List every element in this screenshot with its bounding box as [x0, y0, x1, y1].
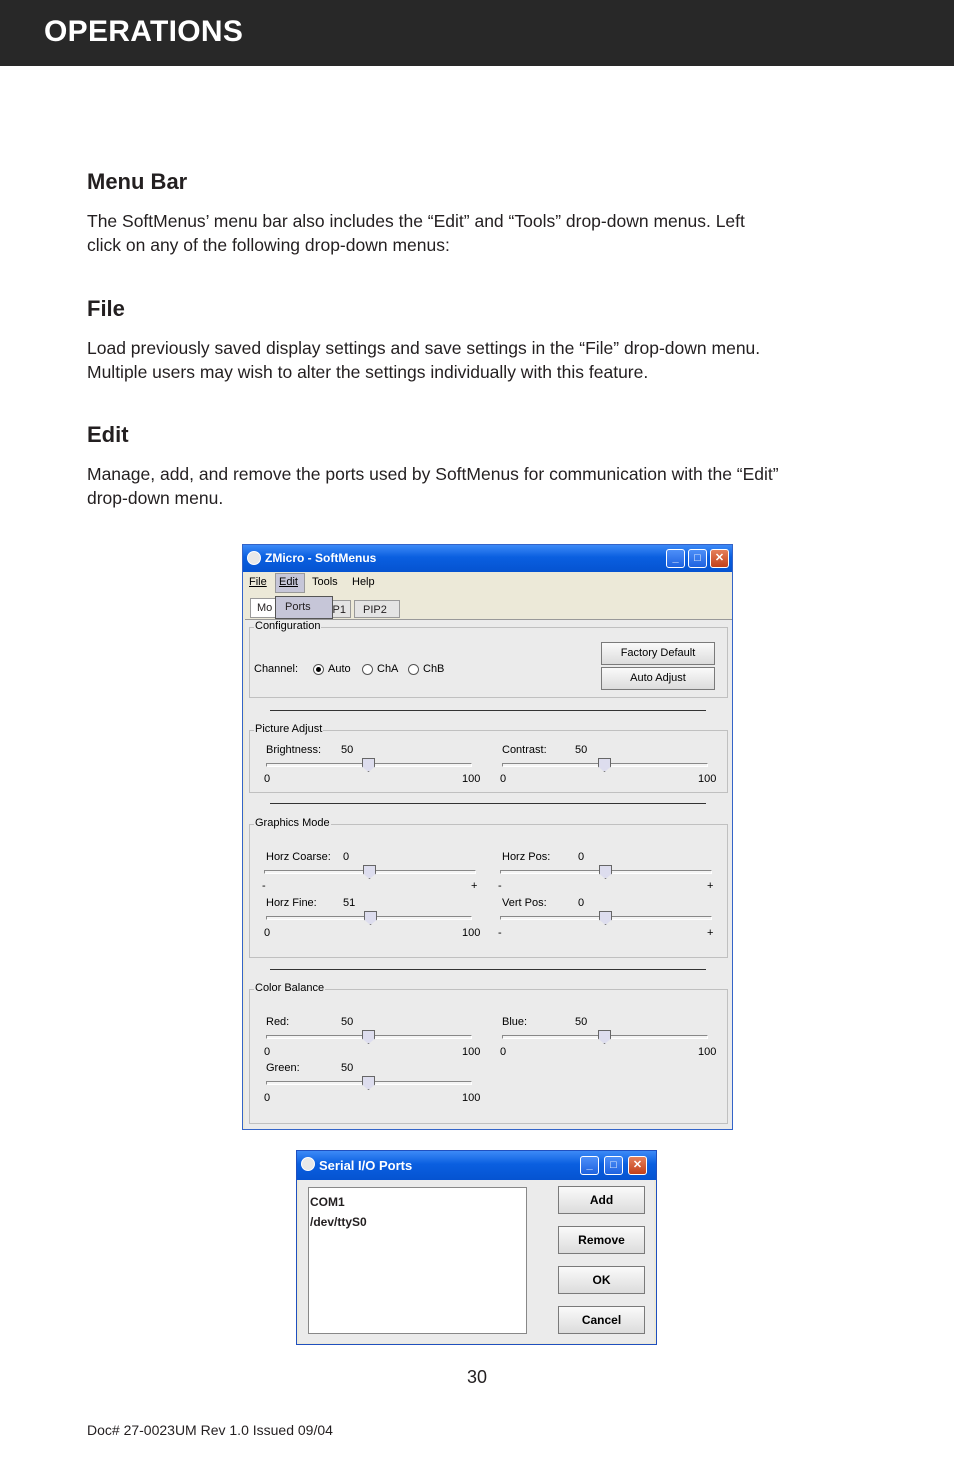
- horz-pos-label: Horz Pos:: [502, 851, 551, 863]
- text-line: Load previously saved display settings and save settings in the “File” drop-down menu.: [87, 338, 761, 358]
- picture-adjust-group: [249, 723, 728, 793]
- vert-pos-slider[interactable]: [500, 916, 712, 920]
- contrast-label: Contrast:: [502, 744, 547, 756]
- heading-file: File: [87, 296, 125, 321]
- color-balance-group: [249, 982, 728, 1124]
- radio-auto[interactable]: [313, 664, 324, 675]
- horz-pos-min: -: [498, 880, 502, 892]
- horz-coarse-max: +: [471, 880, 478, 892]
- separator: [270, 710, 706, 711]
- slider-thumb[interactable]: [598, 758, 611, 772]
- cancel-button[interactable]: Cancel: [558, 1306, 645, 1334]
- dropdown-ports-item[interactable]: Ports: [275, 596, 333, 619]
- brightness-label: Brightness:: [266, 744, 322, 756]
- maximize-icon[interactable]: □: [604, 1156, 623, 1175]
- blue-label: Blue:: [502, 1016, 528, 1028]
- graphics-mode-group: [249, 817, 728, 958]
- brightness-max: 100: [462, 773, 481, 785]
- green-label: Green:: [266, 1062, 300, 1074]
- port-item[interactable]: /dev/ttyS0: [310, 1215, 367, 1229]
- softmenus-window: [242, 544, 733, 1130]
- page-number: 30: [466, 1367, 488, 1387]
- heading-edit: Edit: [87, 422, 129, 447]
- blue-slider[interactable]: [502, 1035, 708, 1039]
- green-max: 100: [462, 1092, 481, 1104]
- vert-pos-min: -: [498, 927, 502, 939]
- graphics-mode-legend: Graphics Mode: [255, 817, 330, 829]
- horz-coarse-value: 0: [343, 851, 350, 863]
- tab-monitor[interactable]: Mo: [250, 598, 290, 618]
- horz-fine-value: 51: [343, 897, 356, 909]
- red-label: Red:: [266, 1016, 290, 1028]
- tab-pip1[interactable]: P1: [316, 600, 351, 618]
- softmenus-titlebar[interactable]: [243, 545, 732, 572]
- horz-coarse-label: Horz Coarse:: [266, 851, 331, 863]
- auto-adjust-button[interactable]: Auto Adjust: [601, 667, 715, 690]
- separator: [270, 803, 706, 804]
- factory-default-button[interactable]: Factory Default: [601, 642, 715, 665]
- slider-thumb[interactable]: [364, 911, 377, 925]
- radio-cha-label: ChA: [377, 663, 399, 675]
- slider-thumb[interactable]: [599, 865, 612, 879]
- contrast-slider[interactable]: [502, 763, 708, 767]
- green-min: 0: [264, 1092, 271, 1104]
- configuration-legend: Configuration: [255, 620, 321, 632]
- horz-coarse-slider[interactable]: [264, 870, 476, 874]
- text-line: click on any of the following drop-down menus:: [87, 235, 450, 255]
- menu-edit[interactable]: Edit: [279, 576, 298, 588]
- red-slider[interactable]: [266, 1035, 472, 1039]
- text-line: Multiple users may wish to alter the settings individually with this feature.: [87, 362, 649, 382]
- doc-reference: Doc# 27-0023UM Rev 1.0 Issued 09/04: [87, 1422, 333, 1438]
- blue-max: 100: [698, 1046, 717, 1058]
- brightness-min: 0: [264, 773, 271, 785]
- paragraph-menu-bar: [87, 209, 877, 257]
- configuration-group: [249, 620, 728, 698]
- page-section-title: OPERATIONS: [44, 15, 244, 48]
- horz-coarse-min: -: [262, 880, 266, 892]
- horz-pos-slider[interactable]: [500, 870, 712, 874]
- text-line: Manage, add, and remove the ports used by SoftMenus for communication with the “Edit”: [87, 464, 779, 484]
- minimize-icon[interactable]: _: [666, 549, 685, 568]
- heading-menu-bar: Menu Bar: [87, 169, 188, 194]
- slider-thumb[interactable]: [362, 758, 375, 772]
- blue-min: 0: [500, 1046, 507, 1058]
- ports-list[interactable]: [308, 1187, 527, 1334]
- serial-ports-dialog: [296, 1150, 657, 1345]
- app-icon: [247, 551, 261, 565]
- text-line: drop-down menu.: [87, 488, 224, 508]
- horz-fine-max: 100: [462, 927, 481, 939]
- dialog-title: Serial I/O Ports: [319, 1158, 413, 1173]
- horz-pos-value: 0: [578, 851, 585, 863]
- slider-thumb[interactable]: [362, 1076, 375, 1090]
- text-line: The SoftMenus’ menu bar also includes the “Edit” and “Tools” drop-down menus. Left: [87, 211, 745, 231]
- red-value: 50: [341, 1016, 354, 1028]
- serial-titlebar[interactable]: [297, 1151, 656, 1180]
- color-balance-legend: Color Balance: [255, 982, 325, 994]
- vert-pos-value: 0: [578, 897, 585, 909]
- ok-button[interactable]: OK: [558, 1266, 645, 1294]
- red-max: 100: [462, 1046, 481, 1058]
- paragraph-file: [87, 336, 877, 384]
- separator: [270, 969, 706, 970]
- slider-thumb[interactable]: [363, 865, 376, 879]
- horz-fine-slider[interactable]: [266, 916, 472, 920]
- contrast-value: 50: [575, 744, 588, 756]
- radio-auto-label: Auto: [328, 663, 351, 675]
- channel-label: Channel:: [254, 663, 299, 675]
- horz-fine-min: 0: [264, 927, 271, 939]
- green-value: 50: [341, 1062, 354, 1074]
- window-title: ZMicro - SoftMenus: [265, 551, 377, 565]
- close-icon[interactable]: ✕: [628, 1156, 647, 1175]
- radio-chb[interactable]: [408, 664, 419, 675]
- blue-value: 50: [575, 1016, 588, 1028]
- picture-adjust-legend: Picture Adjust: [255, 723, 323, 735]
- contrast-max: 100: [698, 773, 717, 785]
- brightness-slider[interactable]: [266, 763, 472, 767]
- maximize-icon[interactable]: □: [688, 549, 707, 568]
- radio-chb-label: ChB: [423, 663, 445, 675]
- radio-cha[interactable]: [362, 664, 373, 675]
- green-slider[interactable]: [266, 1081, 472, 1085]
- contrast-min: 0: [500, 773, 507, 785]
- menu-help[interactable]: Help: [352, 576, 375, 588]
- add-button[interactable]: Add: [558, 1186, 645, 1214]
- minimize-icon[interactable]: _: [580, 1156, 599, 1175]
- vert-pos-label: Vert Pos:: [502, 897, 547, 909]
- horz-fine-label: Horz Fine:: [266, 897, 317, 909]
- slider-thumb[interactable]: [598, 1030, 611, 1044]
- slider-thumb[interactable]: [599, 911, 612, 925]
- horz-pos-max: +: [707, 880, 714, 892]
- slider-thumb[interactable]: [362, 1030, 375, 1044]
- remove-button[interactable]: Remove: [558, 1226, 645, 1254]
- brightness-value: 50: [341, 744, 354, 756]
- close-icon[interactable]: ✕: [710, 549, 729, 568]
- paragraph-edit: [87, 462, 877, 510]
- tab-pip2[interactable]: PIP2: [354, 600, 400, 618]
- red-min: 0: [264, 1046, 271, 1058]
- menu-tools[interactable]: Tools: [312, 576, 338, 588]
- port-item[interactable]: COM1: [310, 1195, 345, 1209]
- menu-file[interactable]: File: [249, 576, 267, 588]
- vert-pos-max: +: [707, 927, 714, 939]
- app-icon: [301, 1157, 315, 1171]
